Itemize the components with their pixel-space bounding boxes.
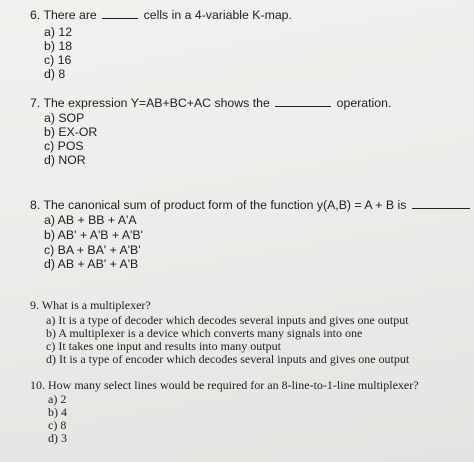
option-6a: a) 12 [44,25,73,39]
question-6-stem-end: cells in a 4-variable K-map. [143,8,292,22]
option-7d: d) NOR [44,153,86,167]
option-10a: a) 2 [48,392,67,406]
option-6c: c) 16 [44,53,72,67]
answer-blank [275,96,331,107]
option-8b: b) AB' + A'B + A'B' [44,228,143,242]
option-9d: d) It is a type of encoder which decodes several inputs and gives one output [46,352,410,366]
question-9-stem: 9. What is a multiplexer? [30,298,151,312]
question-8-stem-start: 8. The canonical sum of product form of the function y(A,B) = A + B is [30,198,407,212]
option-6d: d) 8 [44,67,66,81]
question-8-stem [30,198,472,212]
question-7-stem-start: 7. The expression Y=AB+BC+AC shows the [30,96,270,110]
option-8d: d) AB + AB' + A'B [44,257,139,271]
question-7-stem [30,96,391,110]
option-7a: a) SOP [44,111,85,125]
question-7-stem-end: operation. [336,96,392,110]
option-10c: c) 8 [48,418,67,432]
question-6-stem [30,8,292,22]
option-9b: b) A multiplexer is a device which converts many signals into one [46,326,363,340]
option-8c: c) BA + BA' + A'B' [44,243,141,257]
option-8a: a) AB + BB + A'A [44,213,137,227]
answer-blank [412,198,470,209]
option-10d: d) 3 [48,431,67,445]
option-9a: a) It is a type of decoder which decodes several inputs and gives one output [46,313,409,327]
option-10b: b) 4 [48,405,67,419]
option-7c: c) POS [44,139,84,153]
option-6b: b) 18 [44,39,73,53]
option-9c: c) It takes one input and results into many output [46,339,281,353]
question-6-stem-start: 6. There are [30,8,97,22]
option-7b: b) EX-OR [44,125,98,139]
question-10-stem: 10. How many select lines would be required for an 8-line-to-1-line multiplexer? [30,378,419,392]
answer-blank [102,8,138,19]
